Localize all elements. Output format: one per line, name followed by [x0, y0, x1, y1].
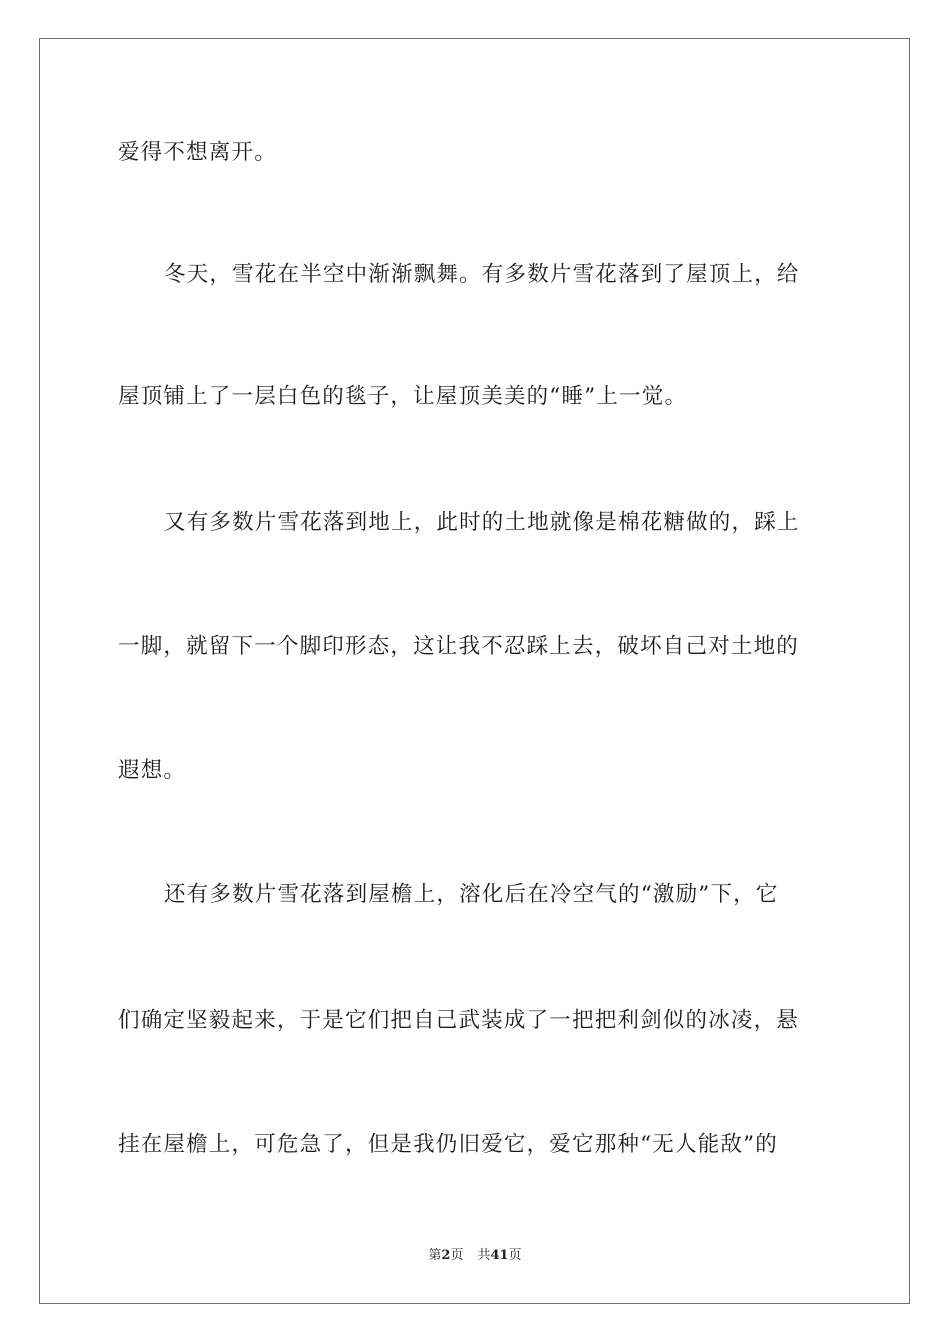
total-suffix: 页: [508, 1248, 522, 1263]
text-line-5: 一脚，就留下一个脚印形态，这让我不忍踩上去，破坏自己对土地的: [118, 634, 800, 659]
text-line-6: 遐想。: [118, 758, 187, 783]
text-line-4: 又有多数片雪花落到地上，此时的土地就像是棉花糖做的，踩上: [164, 510, 800, 535]
text-line-1: 爱得不想离开。: [118, 140, 277, 165]
page-footer: [0, 1244, 950, 1263]
text-line-8: 们确定坚毅起来，于是它们把自己武装成了一把把利剑似的冰凌，悬: [118, 1008, 800, 1033]
text-line-3: 屋顶铺上了一层白色的毯子，让屋顶美美的“睡”上一觉。: [118, 384, 688, 409]
total-pages: 41: [490, 1248, 509, 1263]
page-suffix: 页: [450, 1248, 464, 1263]
text-line-7: 还有多数片雪花落到屋檐上，溶化后在冷空气的“激励”下，它: [164, 882, 779, 907]
text-line-2: 冬天，雪花在半空中渐渐飘舞。有多数片雪花落到了屋顶上，给: [164, 262, 800, 287]
text-line-9: 挂在屋檐上，可危急了，但是我仍旧爱它，爱它那种“无人能敌”的: [118, 1132, 778, 1157]
page-prefix: 第: [428, 1248, 442, 1263]
page-number: 2: [441, 1248, 451, 1263]
page-border: [39, 38, 910, 1304]
total-prefix: 共: [477, 1248, 491, 1263]
